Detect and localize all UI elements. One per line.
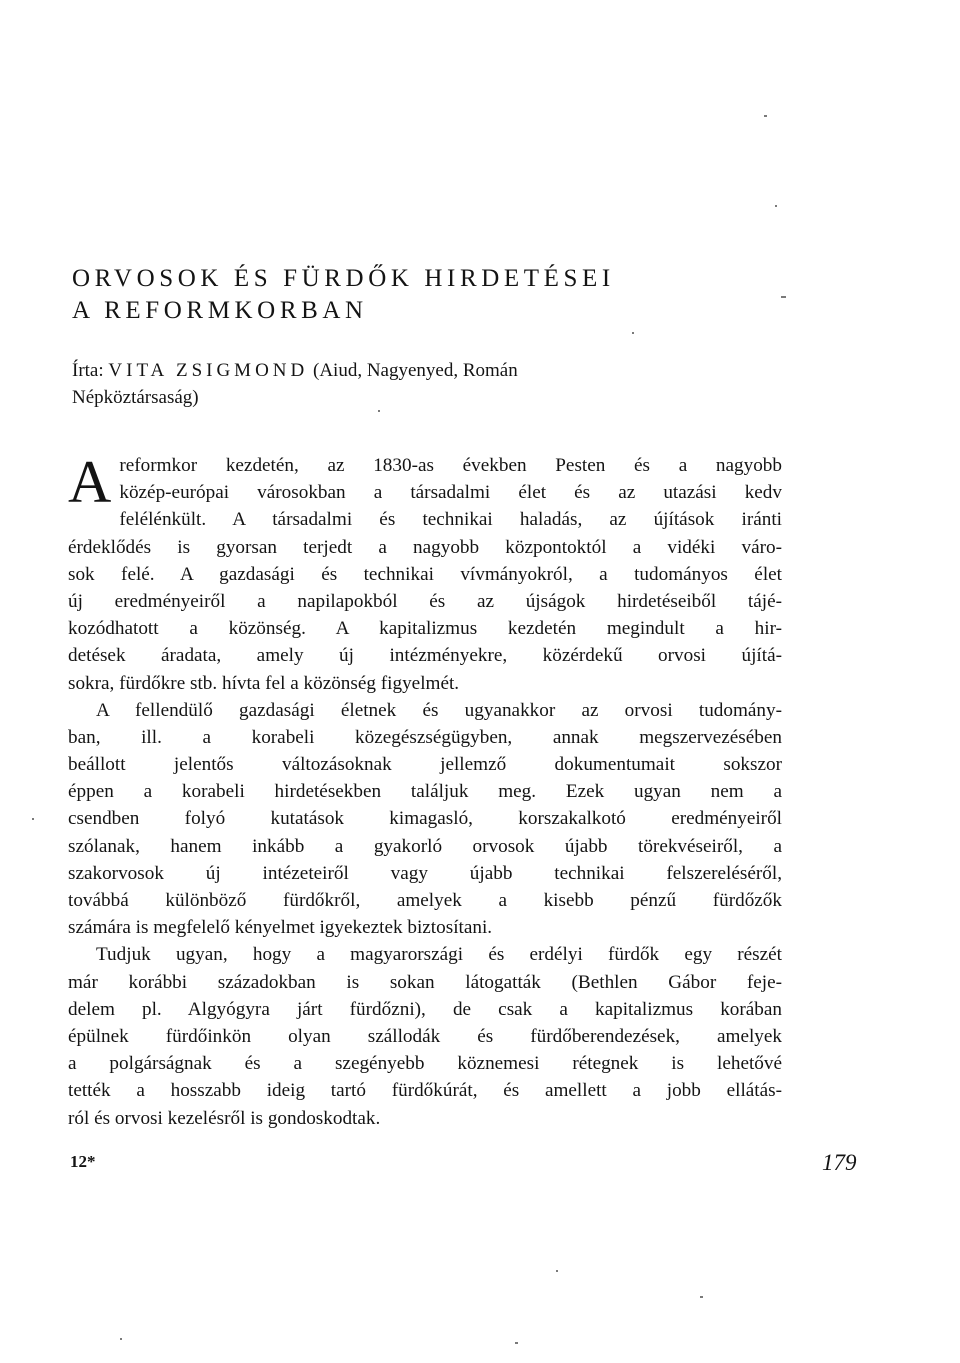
scan-speck xyxy=(32,818,34,820)
body-line: szólanak, hanem inkább a gyakorló orvosok újabb törekvéseiről, a xyxy=(68,835,782,857)
author-affiliation-cont: Népköztársaság) xyxy=(72,387,199,408)
article-body xyxy=(68,449,782,1132)
title-line-2: A REFORMKORBAN xyxy=(72,297,368,324)
body-line: szakorvosok új intézeteiről vagy újabb technikai felszereléséről, xyxy=(68,862,782,884)
body-line: épülnek fürdőinkön olyan szállodák és fürdőberendezések, amelyek xyxy=(68,1025,782,1047)
scan-speck xyxy=(775,205,777,207)
body-line: sokra, fürdőkre stb. hívta fel a közönség figyelmét. xyxy=(68,672,460,694)
scan-speck xyxy=(378,410,380,412)
body-line: tették a hosszabb ideig tartó fürdőkúrát, és amellett a jobb ellátás- xyxy=(68,1080,782,1102)
body-line: továbbá különböző fürdőkről, amelyek a kisebb pénzű fürdőzők xyxy=(68,890,782,911)
body-line: érdeklődés is gyorsan terjedt a nagyobb központoktól a vidéki váro- xyxy=(68,536,782,558)
author-affiliation: (Aiud, Nagyenyed, Román xyxy=(313,360,518,381)
scan-speck xyxy=(632,332,634,334)
body-line: ban, ill. a korabeli közegészségügyben, annak megszervezésében xyxy=(68,726,782,748)
page-number: 179 xyxy=(822,1150,857,1175)
body-line: A fellendülő gazdasági életnek és ugyanakkor az orvosi tudomány- xyxy=(96,699,782,721)
author-name: VITA ZSIGMOND xyxy=(108,360,309,381)
body-line: számára is megfelelő kényelmet igyekeztek biztosítani. xyxy=(68,917,493,939)
body-line: új eredményeiről a napilapokból és az újságok hirdetéseiből tájé- xyxy=(68,590,782,612)
scan-speck xyxy=(515,1342,518,1344)
body-line: már korábbi századokban is sokan látogatták (Bethlen Gábor feje- xyxy=(68,971,782,993)
scan-speck xyxy=(120,1338,122,1340)
body-line: kozódhatott a közönség. A kapitalizmus kezdetén megindult a hir- xyxy=(68,618,782,640)
scan-speck xyxy=(556,1270,558,1272)
body-line: detések áradata, amely új intézményekre, közérdekű orvosi újítá- xyxy=(68,645,782,667)
body-line: Tudjuk ugyan, hogy a magyarországi és erdélyi fürdők egy részét xyxy=(96,944,782,966)
scan-speck xyxy=(781,296,786,298)
drop-cap: A xyxy=(68,449,112,515)
body-line: reformkor kezdetén, az 1830-as években Pesten és a nagyobb xyxy=(119,455,782,476)
title-line-1: ORVOSOK ÉS FÜRDŐK HIRDETÉSEI xyxy=(72,265,615,292)
body-line: ról és orvosi kezelésről is gondoskodtak. xyxy=(68,1107,381,1129)
author-prefix: Írta: xyxy=(72,360,104,381)
scan-speck xyxy=(700,1296,703,1298)
body-line: csendben folyó kutatások kimagasló, korszakalkotó eredményeiről xyxy=(68,808,782,830)
body-line: sok felé. A gazdasági és technikai vívmányokról, a tudományos élet xyxy=(68,563,782,585)
body-line: beállott jelentős változásoknak jellemző dokumentumait sokszor xyxy=(68,754,782,776)
scan-speck xyxy=(764,115,767,117)
body-line: delem pl. Algyógyra járt fürdőzni), de csak a kapitalizmus korában xyxy=(68,998,782,1020)
body-line: a polgárságnak és a szegényebb köznemesi rétegnek is lehetővé xyxy=(68,1053,782,1075)
signature-mark: 12* xyxy=(70,1152,96,1171)
author-byline xyxy=(72,357,712,411)
body-line: közép-európai városokban a társadalmi élet és az utazási kedv xyxy=(119,482,782,504)
body-line: felélénkült. A társadalmi és technikai haladás, az újítások iránti xyxy=(119,509,782,531)
article-title xyxy=(72,263,772,327)
body-line: éppen a korabeli hirdetésekben találjuk meg. Ezek ugyan nem a xyxy=(68,781,782,803)
